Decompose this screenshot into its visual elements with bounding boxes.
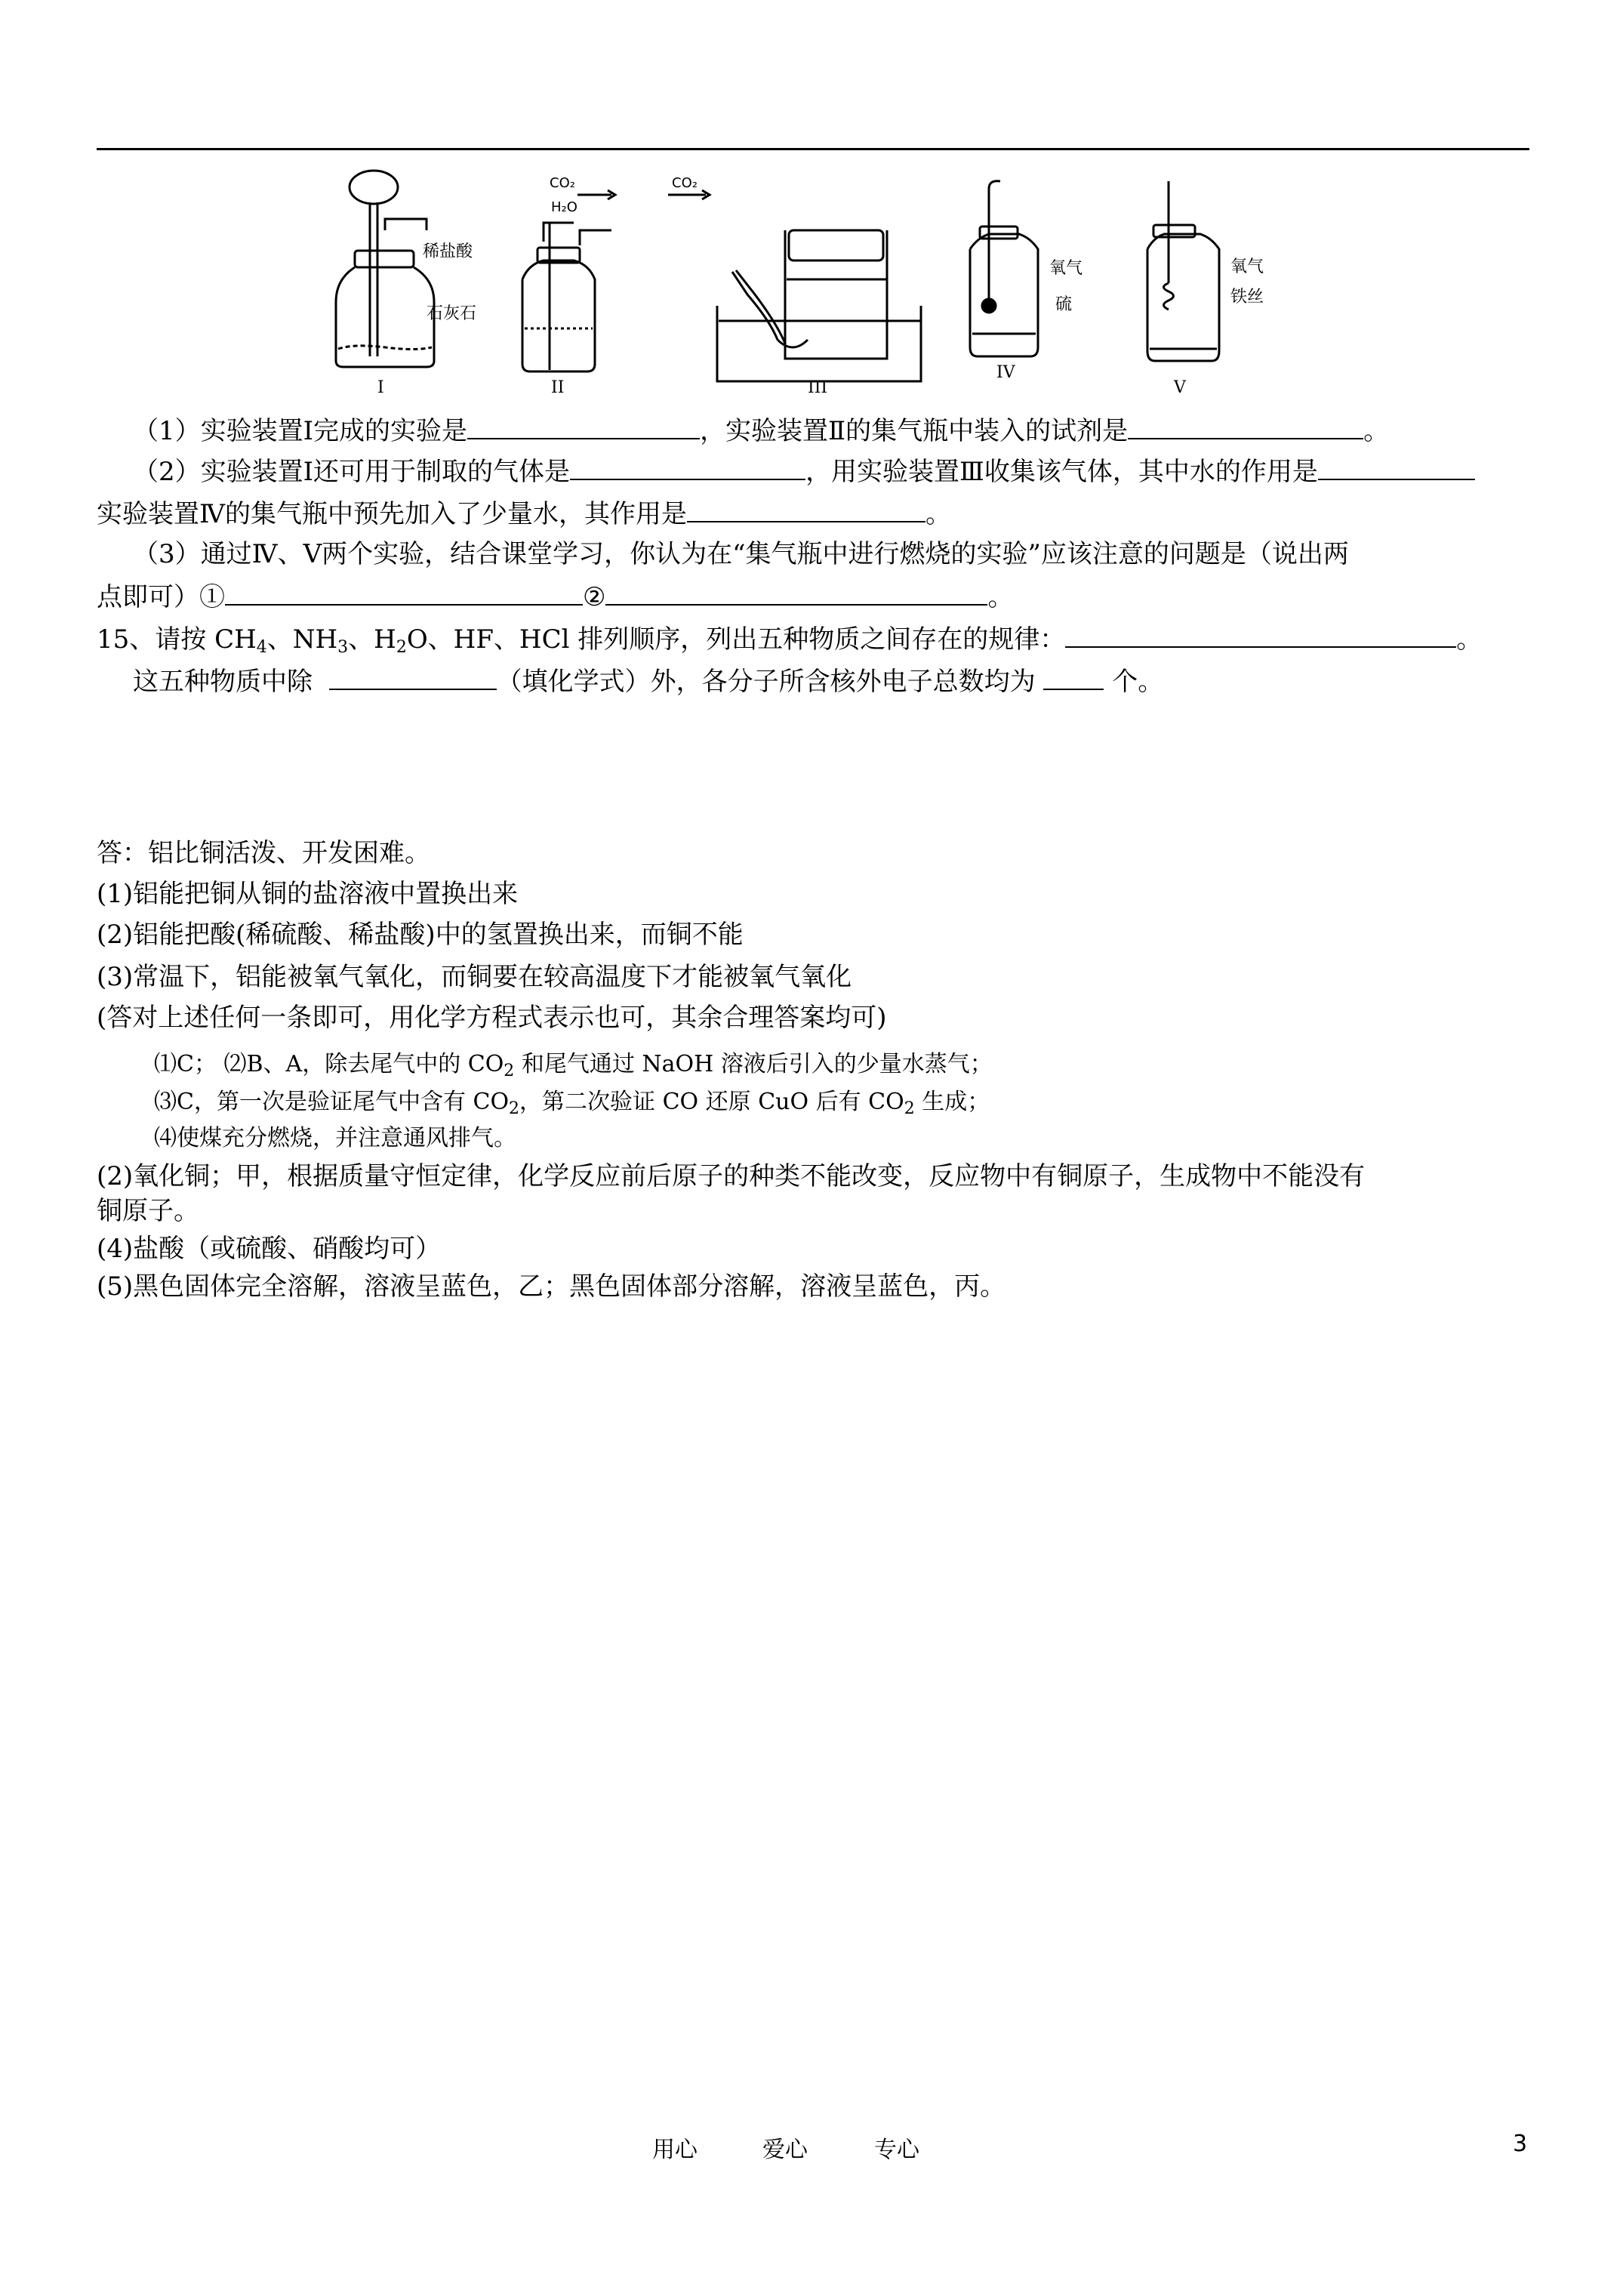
answer-c4: (5)黑色固体完全溶解，溶液呈蓝色，乙；黑色固体部分溶解，溶液呈蓝色，丙。: [97, 1271, 1006, 1302]
q15-sub-4: 4: [256, 638, 267, 657]
q15-text-f: 这五种物质中除: [133, 667, 313, 697]
page-number: 3: [1513, 2131, 1528, 2157]
q15-blank-3[interactable]: [1043, 666, 1104, 690]
label-oxygen-iv: 氧气: [1049, 259, 1083, 278]
label-apparatus-iv: IV: [996, 363, 1015, 382]
answer-line-4: (答对上述任何一条即可，用化学方程式表示也可，其余合理答案均可): [97, 1003, 887, 1033]
q14-part3-cont: [97, 581, 1013, 612]
q14-p2-blank-1[interactable]: [570, 456, 805, 480]
q15-text-g: （填化学式）外，各分子所含核外电子总数均为: [496, 667, 1036, 697]
q15-text-c: 、H: [348, 624, 396, 655]
label-apparatus-iii: III: [808, 378, 828, 397]
label-co2-out: CO₂: [672, 175, 698, 191]
q14-part2: [133, 456, 1475, 487]
q15-sub-2: 2: [396, 638, 407, 657]
label-sulfur: 硫: [1055, 295, 1073, 314]
q14-p2-text-c: 实验装置Ⅳ的集气瓶中预先加入了少量水，其作用是: [97, 499, 687, 529]
answer-b2-text-c: 生成；: [914, 1089, 990, 1115]
answer-b2-sub-2: 2: [904, 1099, 915, 1118]
answer-b1-sub: 2: [504, 1062, 515, 1080]
apparatus-figure: [325, 159, 1298, 400]
q14-p3-blank-2[interactable]: [605, 581, 987, 606]
answer-b3: ⑷使煤充分燃烧，并注意通风排气。: [154, 1125, 516, 1151]
label-apparatus-i: I: [377, 378, 384, 397]
apparatus-v: [1147, 181, 1219, 361]
label-dilute-hcl: 稀盐酸: [423, 242, 473, 261]
q15-sub-3: 3: [337, 638, 349, 657]
label-h2o: H₂O: [551, 199, 577, 215]
q14-p3-text-d: 。: [987, 582, 1014, 612]
q14-p1-text-b: ，实验装置Ⅱ的集气瓶中装入的试剂是: [700, 416, 1129, 446]
answer-c2: 铜原子。: [97, 1196, 199, 1226]
q14-p2-text-d: 。: [925, 499, 951, 529]
label-apparatus-ii: II: [551, 378, 565, 397]
q15-blank-2[interactable]: [329, 666, 497, 690]
answer-line-3: (3)常温下，铝能被氧气氧化，而铜要在较高温度下才能被氧气氧化: [97, 962, 852, 992]
q14-p1-text-c: 。: [1363, 416, 1390, 446]
q15-text-b: 、NH: [266, 624, 338, 655]
q15-text-e: 。: [1456, 624, 1483, 655]
q15-text-h: 个。: [1112, 667, 1164, 697]
label-apparatus-v: V: [1174, 378, 1186, 397]
footer-word-2: 爱心: [762, 2137, 808, 2163]
label-iron-wire: 铁丝: [1230, 288, 1264, 307]
answer-b2-text-a: ⑶C，第一次是验证尾气中含有 CO: [154, 1089, 510, 1115]
q14-part2-cont: [97, 498, 951, 529]
answer-line-2: (2)铝能把酸(稀硫酸、稀盐酸)中的氢置换出来，而铜不能: [97, 920, 744, 950]
q14-part1: [133, 415, 1389, 446]
q14-p3-text-c: ②: [583, 582, 606, 612]
q15-blank-1[interactable]: [1065, 624, 1456, 648]
answer-b1: [154, 1049, 993, 1080]
label-limestone: 石灰石: [427, 304, 477, 323]
q15-line1: [97, 624, 1482, 655]
answer-b1-text-b: 和尾气通过 NaOH 溶液后引入的少量水蒸气；: [514, 1051, 993, 1077]
q15-line2: [133, 666, 1163, 697]
answer-line-1: (1)铝能把铜从铜的盐溶液中置换出来: [97, 879, 519, 909]
q14-p3-text-b: 点即可）①: [97, 582, 225, 612]
apparatus-i: [336, 171, 434, 367]
q14-p2-blank-3[interactable]: [687, 498, 925, 522]
q14-p1-blank-1[interactable]: [467, 415, 700, 439]
q14-p3-text-a: （3）通过Ⅳ、Ⅴ两个实验，结合课堂学习，你认为在“集气瓶中进行燃烧的实验”应该注意的问题是（说出两: [133, 539, 1349, 569]
answer-line-0: 答：铝比铜活泼、开发困难。: [97, 838, 430, 868]
header-rule: [97, 148, 1529, 150]
answer-b2: [154, 1087, 990, 1117]
answer-b2-text-b: ，第二次验证 CO 还原 CuO 后有 CO: [519, 1089, 904, 1115]
q14-p1-blank-2[interactable]: [1128, 415, 1363, 439]
q14-p2-text-a: （2）实验装置Ⅰ还可用于制取的气体是: [133, 457, 571, 487]
footer-word-1: 用心: [652, 2137, 698, 2163]
apparatus-iv: [970, 181, 1038, 356]
q14-p3-blank-1[interactable]: [225, 581, 583, 606]
answer-b1-text-a: ⑴C； ⑵B、A，除去尾气中的 CO: [154, 1051, 504, 1077]
apparatus-iii: [717, 230, 921, 381]
q14-part3: [133, 539, 1349, 569]
label-oxygen-v: 氧气: [1230, 257, 1264, 276]
q15-text-a: 15、请按 CH: [97, 624, 257, 655]
label-co2-in: CO₂: [550, 175, 575, 191]
answer-c1: (2)氧化铜；甲，根据质量守恒定律，化学反应前后原子的种类不能改变，反应物中有铜原子，生成物中不能没有: [97, 1161, 1366, 1191]
answer-b2-sub-1: 2: [509, 1099, 520, 1118]
footer-word-3: 专心: [874, 2137, 919, 2163]
q14-p1-text-a: （1）实验装置Ⅰ完成的实验是: [133, 416, 468, 446]
apparatus-ii: [522, 190, 710, 371]
answer-c3: (4)盐酸（或硫酸、硝酸均可）: [97, 1234, 442, 1264]
q15-text-d: O、HF、HCl 排列顺序，列出五种物质之间存在的规律：: [406, 624, 1066, 655]
q14-p2-text-b: ，用实验装置Ⅲ收集该气体，其中水的作用是: [805, 457, 1318, 487]
q14-p2-blank-2[interactable]: [1318, 456, 1475, 480]
